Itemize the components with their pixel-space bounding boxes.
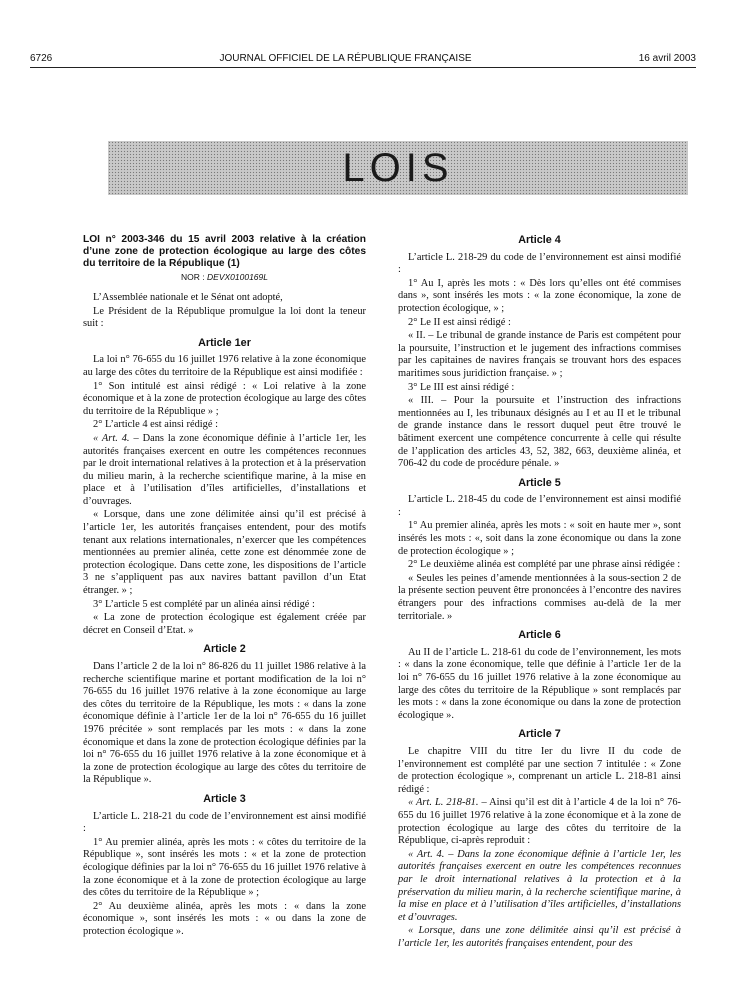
- article-1-p4: [83, 433, 366, 509]
- article-4-p1: L’article L. 218-29 du code de l’environnement est ainsi modifié :: [398, 251, 681, 276]
- article-7-p3: « Art. 4. – Dans la zone économique définie à l’article 1er, les autorités françaises exercent en outre les compétences reconnues par le droit international relatives à la protection et à la préservation du milieu marin, à la recherche scientifique marine, à la mise en place et à l’utilisation d’îles artificielles, d’installations et d’ouvrages.: [398, 848, 681, 923]
- article-3-p3: 2° Au deuxième alinéa, après les mots : « dans la zone économique », sont insérés les mots : « ou dans la zone de protection écologique ».: [83, 900, 366, 937]
- journal-title: JOURNAL OFFICIEL DE LA RÉPUBLIQUE FRANÇAISE: [219, 52, 472, 64]
- article-5-p4: « Seules les peines d’amende mentionnées à la sous-section 2 de la présente section peuvent être prononcées à l’encontre des navires étrangers pour des infractions commises au-delà de la mer territoriale. »: [398, 572, 681, 622]
- article-1-p6: 3° L’article 5 est complété par un alinéa ainsi rédigé :: [93, 598, 315, 610]
- section-banner-label: LOIS: [342, 145, 454, 190]
- article-2-heading: Article 2: [203, 643, 246, 656]
- page-header: [30, 50, 696, 66]
- article-4-p3: 2° Le II est ainsi rédigé :: [408, 316, 511, 328]
- enactment-line-2: Le Président de la République promulgue la loi dont la teneur suit :: [83, 305, 366, 330]
- article-1-p5: « Lorsque, dans une zone délimitée ainsi qu’il est précisé à l’article 1er, les autorités françaises entendent, pour des motifs tenant aux relations internationales, n’exercer que les compétences mentionnées au premier alinéa, cette zone est dénommée zone de protection écologique. Dans cette zone, les dispositions de l’article 3 ne s’appliquent pas aux navires battant pavillon d’un Etat étranger. » ;: [83, 509, 366, 597]
- article-6-heading: Article 6: [518, 629, 561, 642]
- article-4-p2: 1° Au I, après les mots : « Dès lors qu’elles ont été commises dans », sont insérés les mots : « la zone économique, la zone de protection écologique, » ;: [398, 277, 681, 314]
- article-3-p1: L’article L. 218-21 du code de l’environnement est ainsi modifié :: [83, 810, 366, 835]
- article-1-p2: 1° Son intitulé est ainsi rédigé : « Loi relative à la zone économique et à la zone de protection écologique au large des côtes du territoire de la République » ;: [83, 380, 366, 417]
- header-rule: [30, 67, 696, 68]
- article-3-p2: 1° Au premier alinéa, après les mots : « côtes du territoire de la République », sont insérés les mots : « et la zone de protection écologique définies par la loi n° 76-655 du 16 juillet 1976 relative à la zone économique et à la zone de protection écologique au large des côtes du territoire de la République » ;: [83, 836, 366, 899]
- article-7-heading: Article 7: [518, 728, 561, 741]
- article-1-heading: Article 1er: [198, 336, 251, 349]
- article-7-p2: [398, 797, 681, 847]
- article-1-p1: La loi n° 76-655 du 16 juillet 1976 relative à la zone économique au large des côtes du territoire de la République est ainsi modifiée :: [83, 354, 366, 378]
- article-4-p5: 3° Le III est ainsi rédigé :: [408, 381, 515, 393]
- article-7-p4: « Lorsque, dans une zone délimitée ainsi qu’il est précisé à l’article 1er, les autorités françaises entendent, pour des: [398, 925, 681, 949]
- article-1-p4-lead: « Art. 4.: [93, 432, 130, 444]
- article-7-p1: Le chapitre VIII du titre Ier du livre II du code de l’environnement est complété par une section 7 intitulée : « Zone de protection écologique », comprenant un article L. 218-81 ainsi rédigé :: [398, 745, 681, 795]
- article-7-p2-text: – Ainsi qu’il est dit à l’article 4 de la loi n° 76-655 du 16 juillet 1976 relative à la zone économique et à la zone de protection écologique au large des côtes du territoire de la République, ci-après reproduit :: [398, 797, 681, 847]
- enactment-line-1: L’Assemblée nationale et le Sénat ont adopté,: [93, 291, 283, 303]
- article-1-p7: « La zone de protection écologique est également créée par décret en Conseil d’Etat. »: [83, 612, 366, 636]
- law-title: LOI n° 2003-346 du 15 avril 2003 relative à la création d’une zone de protection écologique au large des côtes du territoire de la République (1): [83, 234, 366, 269]
- section-banner: [108, 141, 688, 195]
- article-3-heading: Article 3: [203, 792, 246, 805]
- article-1-p3: 2° L’article 4 est ainsi rédigé :: [93, 419, 218, 431]
- article-4-p4: « II. – Le tribunal de grande instance de Paris est compétent pour la poursuite, l’instruction et le jugement des infractions commises par les capitaines de navires français se trouvant hors des espaces maritimes sous juridiction française. » ;: [398, 330, 681, 379]
- issue-date: 16 avril 2003: [638, 52, 696, 64]
- article-1-p4-text: – Dans la zone économique définie à l’article 1er, les autorités françaises exercent en outre les compétences reconnues par le droit international relatives à la protection et à la préservation du milieu marin, à la recherche scientifique marine, à la mise en place et à l’utilisation d’îles artificielles, d’installations et d’ouvrages.: [83, 432, 366, 507]
- article-4-heading: Article 4: [518, 234, 561, 246]
- article-4-p6: « III. – Pour la poursuite et l’instruction des infractions mentionnées au I, les tribunaux désignés au I et au II et le tribunal de grande instance dans le ressort duquel peut être trouvé le bâtiment exercent une compétence concurrente à celle qui résulte de l’application des articles 43, 52, 382, 663, deuxième alinéa, et 706-42 du code de procédure pénale. »: [398, 395, 681, 470]
- left-column: [83, 234, 366, 939]
- article-5-p3: 2° Le deuxième alinéa est complété par une phrase ainsi rédigée :: [408, 559, 681, 571]
- article-5-p1: L’article L. 218-45 du code de l’environnement est ainsi modifié :: [398, 494, 681, 518]
- nor-reference: [83, 271, 366, 284]
- nor-code: DEVX0100169L: [207, 272, 268, 283]
- article-5-p2: 1° Au premier alinéa, après les mots : « soit en haute mer », sont insérés les mots : «, soit dans la zone économique ou dans la zone de protection écologique » ;: [398, 520, 681, 557]
- nor-label: NOR :: [181, 272, 205, 283]
- right-column: [398, 234, 681, 951]
- article-7-p2-lead: « Art. L. 218-81.: [408, 797, 479, 809]
- article-6-p1: Au II de l’article L. 218-61 du code de l’environnement, les mots : « dans la zone économique, telle que définie à l’article 1er de la loi n° 76-655 du 16 juillet 1976 relative à la zone économique au large des côtes du territoire de la République » sont remplacés par les mots : « dans la zone économique ou dans la zone de protection écologique ».: [398, 646, 681, 721]
- article-2-p1: Dans l’article 2 de la loi n° 86-826 du 11 juillet 1986 relative à la recherche scientifique marine et portant modification de la loi n° 76-655 du 16 juillet 1976 relative à la zone économique au large des côtes du territoire de la République, les mots : « dans la zone économique définie à l’article 1er de la loi n° 76-655 du 16 juillet 1976 précitée » sont remplacés par les mots : « dans la zone économique et dans la zone de protection écologique définies par la loi n° 76-655 du 16 juillet 1976 relative à la zone économique et à la zone de protection écologique au large des côtes du territoire de la République ».: [83, 661, 366, 786]
- page-number: 6726: [30, 52, 53, 64]
- article-5-heading: Article 5: [518, 476, 561, 489]
